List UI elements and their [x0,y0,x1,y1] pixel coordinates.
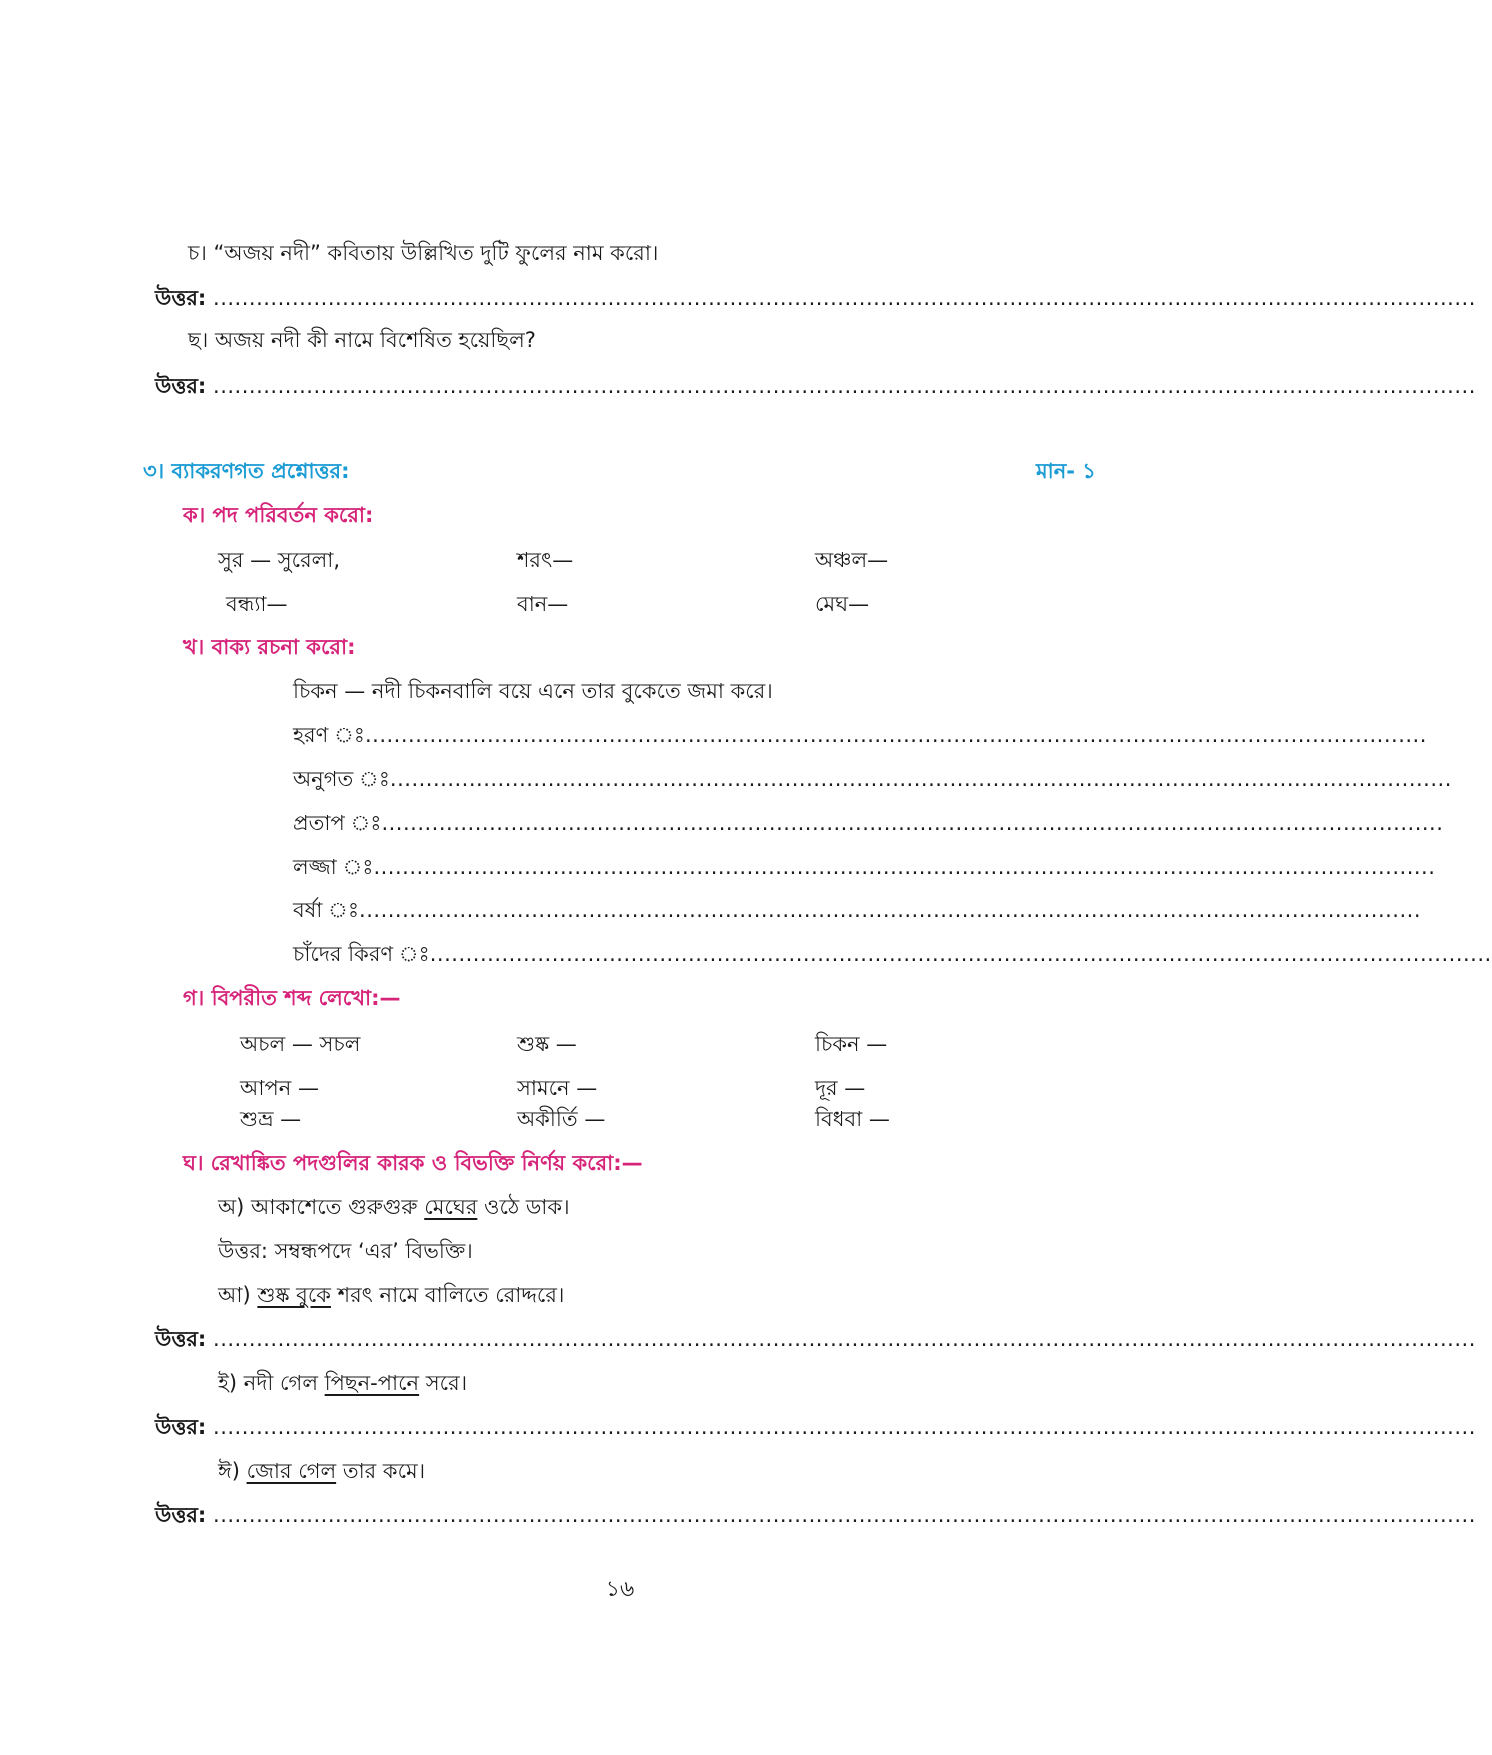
gha-answer-1: উত্তর: সম্বন্ধপদে ‘এর’ বিভক্তি। [218,1239,473,1263]
word-cell: শুষ্ক — [517,1032,577,1056]
answer-dots: .................................................................................................................................................... [359,898,1421,922]
question-text: শরৎ নামে বালিতে রোদ্দরে। [330,1283,565,1307]
underlined-word: জোর গেল [246,1459,337,1483]
answer-dots: ................................................................................................................................................................................ [213,286,1476,310]
question-number: চ। [188,241,207,265]
question-text: “অজয় নদী” কবিতায় উল্লিখিত দুটি ফুলের নাম করো। [213,241,659,265]
gha-question-1 [218,1192,570,1222]
answer-dots: ................................................................................................................................................................................ [213,1503,1476,1527]
question-number: ছ। [188,328,209,352]
sentence-word: বর্ষা ঃ [293,898,360,922]
question-text: অজয় নদী কী নামে বিশেষিত হয়েছিল? [214,328,536,352]
underlined-word: পিছন-পানে [324,1371,420,1395]
word-cell: অকীর্তি — [517,1107,606,1131]
answer-dots: .................................................................................................................................................... [429,942,1492,966]
word-cell: বিধবা — [815,1107,890,1131]
question-cha [188,238,658,268]
section-marks: মান- ১ [1036,459,1096,483]
word-cell: শরৎ— [517,548,574,572]
answer-line[interactable] [155,1412,1476,1442]
gha-question-2 [218,1280,564,1310]
sentence-line[interactable] [293,764,1452,794]
word-cell: দূর — [815,1076,866,1100]
word-cell: অচল — সচল [240,1032,361,1056]
answer-label: উত্তর: [155,1327,207,1351]
subsection-heading-gha: ঘ। রেখাঙ্কিত পদগুলির কারক ও বিভক্তি নির্ণয় করো:— [183,1151,643,1175]
question-text: তার কমে। [336,1459,426,1483]
question-text: অ) আকাশেতে গুরুগুরু [218,1195,425,1219]
answer-dots: .................................................................................................................................................... [373,855,1436,879]
answer-dots: ................................................................................................................................................................................ [213,1327,1476,1351]
word-cell: আপন — [240,1076,319,1100]
question-chha [188,325,536,355]
example-sentence: চিকন — নদী চিকনবালি বয়ে এনে তার বুকেতে জমা করে। [293,679,773,703]
answer-dots: .................................................................................................................................................... [364,723,1427,747]
word-cell: বন্ধ্যা— [226,592,288,616]
question-text: সরে। [419,1371,468,1395]
sentence-word: হরণ ঃ [293,723,365,747]
sentence-word: প্রতাপ ঃ [293,811,382,835]
answer-label: উত্তর: [155,1503,207,1527]
answer-line[interactable] [155,283,1476,313]
sentence-word: চাঁদের কিরণ ঃ [293,942,430,966]
sentence-word: লজ্জা ঃ [293,855,374,879]
subsection-heading-kha: খ। বাক্য রচনা করো: [183,635,356,659]
sentence-line[interactable] [293,852,1436,882]
question-text: ঈ) [218,1459,247,1483]
answer-dots: ................................................................................................................................................................................ [213,374,1476,398]
answer-label: উত্তর: [155,286,207,310]
word-cell: সুর — সুরেলা, [218,548,341,572]
page-number: ১৬ [605,1577,635,1602]
question-text: আ) [218,1283,258,1307]
word-cell: মেঘ— [815,592,870,616]
answer-dots: .................................................................................................................................................... [381,811,1444,835]
question-text: ওঠে ডাক। [477,1195,570,1219]
sentence-line[interactable] [293,895,1421,925]
word-cell: সামনে — [517,1076,598,1100]
word-cell: বান— [517,592,569,616]
gha-question-4 [218,1456,425,1486]
sentence-line[interactable] [293,939,1492,969]
sentence-line[interactable] [293,808,1444,838]
subsection-heading-ka: ক। পদ পরিবর্তন করো: [183,503,374,527]
answer-label: উত্তর: [155,374,207,398]
answer-line[interactable] [155,1500,1476,1530]
answer-dots: .................................................................................................................................................... [389,767,1452,791]
subsection-heading-ga: গ। বিপরীত শব্দ লেখো:— [183,986,401,1010]
sentence-word: অনুগত ঃ [293,767,390,791]
word-cell: শুভ্র — [240,1107,302,1131]
underlined-word: শুষ্ক বুকে [257,1283,331,1307]
answer-line[interactable] [155,371,1476,401]
section-title: ৩। ব্যাকরণগত প্রশ্নোত্তর: [143,459,350,483]
word-cell: অঞ্চল— [815,548,889,572]
answer-dots: ................................................................................................................................................................................ [213,1415,1476,1439]
underlined-word: মেঘের [424,1195,478,1219]
word-cell: চিকন — [815,1032,888,1056]
question-text: ই) নদী গেল [218,1371,325,1395]
answer-line[interactable] [155,1324,1476,1354]
answer-label: উত্তর: [155,1415,207,1439]
gha-question-3 [218,1368,467,1398]
sentence-line[interactable] [293,720,1427,750]
